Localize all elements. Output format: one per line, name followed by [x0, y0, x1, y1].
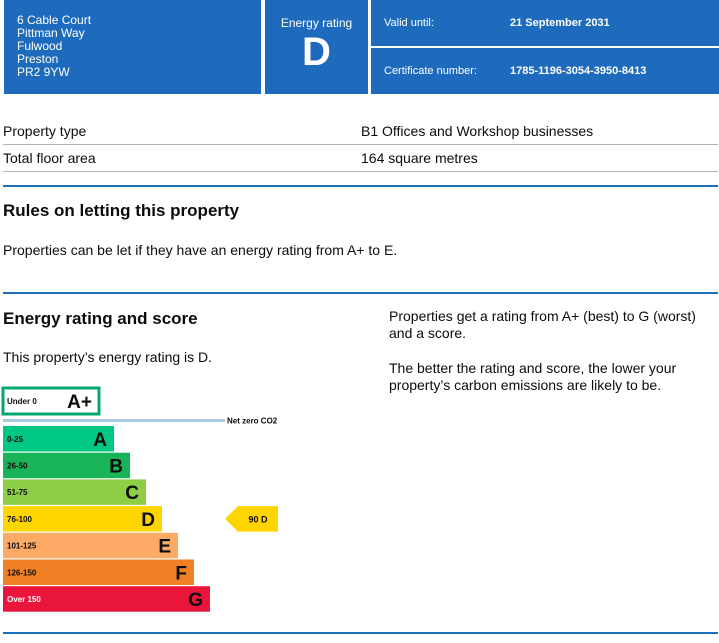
- band-range-label: 51-75: [7, 488, 28, 498]
- band-letter-label: A: [93, 429, 107, 451]
- energy-rating-block: [265, 0, 368, 94]
- valid-until-value: 21 September 2031: [510, 17, 610, 29]
- address-line: Fulwood: [17, 39, 63, 53]
- energy-heading: Energy rating and score: [3, 309, 198, 328]
- band-range-label: Over 150: [7, 594, 41, 604]
- section-divider: [3, 292, 718, 294]
- energy-rating-label: Energy rating: [280, 16, 353, 30]
- certificate-header: [0, 0, 719, 94]
- energy-side-text-1: Properties get a rating from A+ (best) to G (worst) and a score.: [389, 308, 696, 341]
- address-line: 6 Cable Court: [17, 13, 92, 27]
- certificate-number-label: Certificate number:: [384, 65, 477, 77]
- section-divider: [3, 632, 718, 634]
- band-letter-label: G: [188, 589, 203, 611]
- current-rating-label: 90 D: [248, 514, 268, 525]
- address-block: [4, 0, 261, 94]
- band-letter-label: D: [141, 509, 155, 531]
- energy-rating-text: This property’s energy rating is D.: [3, 349, 213, 365]
- property-type-label: Property type: [3, 123, 87, 139]
- net-zero-label: Net zero CO2: [227, 416, 278, 426]
- band-range-label: Under 0: [7, 397, 37, 406]
- band-range-label: 76-100: [7, 514, 32, 524]
- energy-side-text-2: The better the rating and score, the lower your property’s carbon emissions are likely to be.: [389, 360, 677, 393]
- property-type-row: [3, 118, 718, 145]
- energy-rating-scale: [0, 385, 300, 625]
- band-range-label: 0-25: [7, 434, 24, 444]
- band-range-label: 101-125: [7, 541, 37, 551]
- band-letter-label: F: [175, 563, 187, 585]
- band-range-label: 126-150: [7, 568, 37, 578]
- band-letter-label: B: [109, 456, 123, 478]
- letting-text: Properties can be let if they have an energy rating from A+ to E.: [3, 242, 398, 258]
- valid-until-label: Valid until:: [384, 17, 434, 29]
- valid-until-block: [371, 0, 719, 46]
- letting-heading: Rules on letting this property: [3, 201, 240, 220]
- section-divider: [3, 185, 718, 187]
- band-letter-label: E: [158, 536, 171, 558]
- address-line: Preston: [17, 52, 59, 66]
- property-type-value: B1 Offices and Workshop businesses: [361, 123, 594, 139]
- floor-area-label: Total floor area: [3, 150, 96, 166]
- floor-area-row: [3, 145, 718, 172]
- band-letter-label: C: [125, 483, 139, 505]
- address-line: Pittman Way: [17, 26, 85, 40]
- certificate-number-value: 1785-1196-3054-3950-8413: [510, 65, 647, 77]
- address-line: PR2 9YW: [17, 65, 70, 79]
- certificate-number-block: [371, 48, 719, 94]
- energy-rating-letter: D: [302, 30, 331, 74]
- band-letter-label: A+: [67, 392, 92, 413]
- band-range-label: 26-50: [7, 461, 28, 471]
- floor-area-value: 164 square metres: [361, 150, 478, 166]
